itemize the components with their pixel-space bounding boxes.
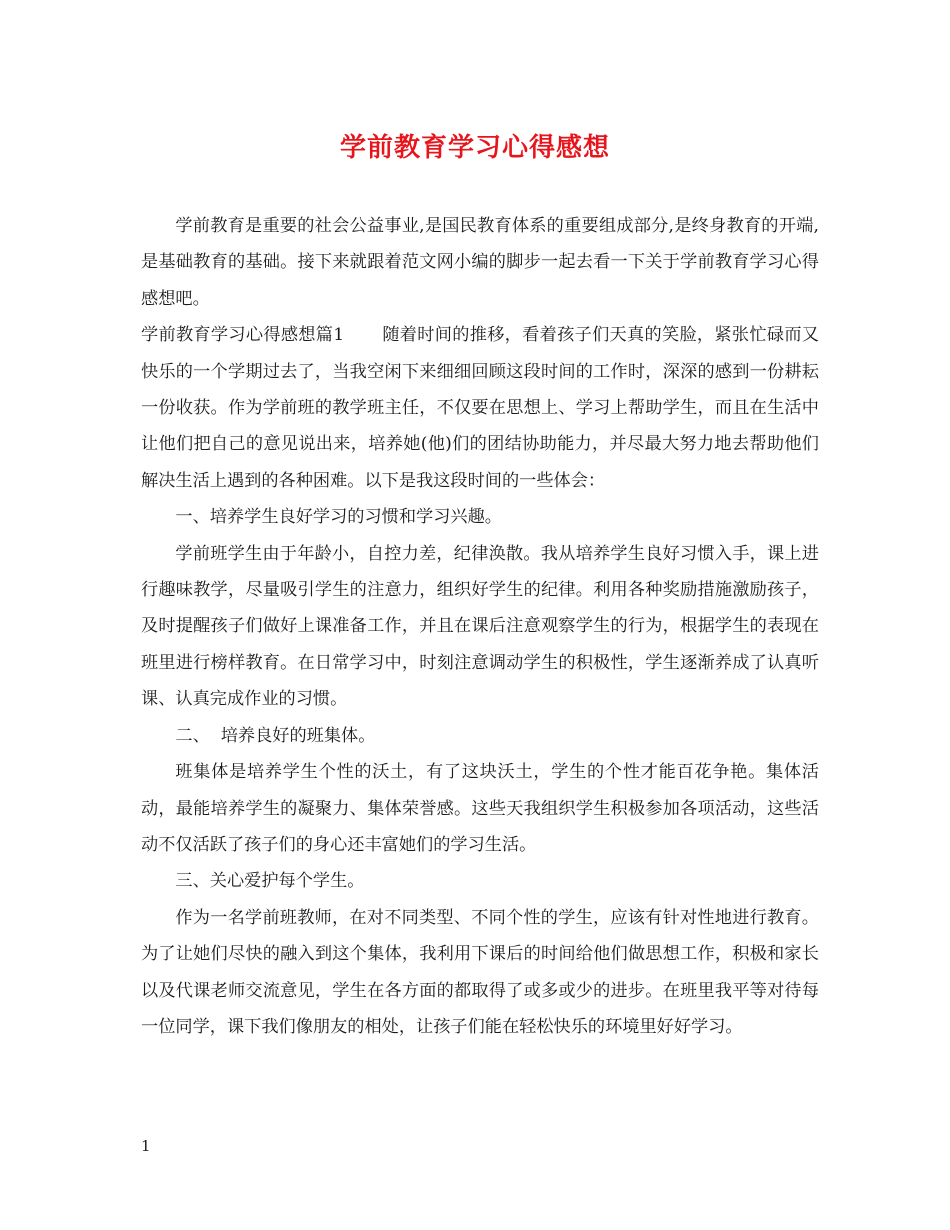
section-1-body: 学前班学生由于年龄小，自控力差，纪律涣散。我从培养学生良好习惯入手，课上进行趣味教学，尽量吸引学生的注意力，组织好学生的纪律。利用各种奖励措施激励孩子，及时提醒孩子们做好上课准备工作，并且在课后注意观察学生的行为，根据学生的表现在班里进行榜样教育。在日常学习中，时刻注意调动学生的积极性，学生逐渐养成了认真听课、认真完成作业的习惯。 xyxy=(141,543,819,710)
section-1-heading: 一、培养学生良好学习的习惯和学习兴趣。 xyxy=(175,507,502,528)
article-lead-paragraph xyxy=(141,317,819,499)
section-3-heading: 三、关心爱护每个学生。 xyxy=(175,871,365,892)
document-body xyxy=(141,208,819,1045)
article-heading: 学前教育学习心得感想篇1 xyxy=(141,325,345,346)
section-2-heading: 二、 培养良好的班集体。 xyxy=(175,725,376,746)
section-3-body: 作为一名学前班教师，在对不同类型、不同个性的学生，应该有针对性地进行教育。为了让她们尽快的融入到这个集体，我利用下课后的时间给他们做思想工作，积极和家长以及代课老师交流意见，学生在各方面的都取得了或多或少的进步。在班里我平等对待每一位同学，课下我们像朋友的相处，让孩子们能在轻松快乐的环境里好好学习。 xyxy=(141,907,819,1037)
page-number: 1 xyxy=(141,1137,151,1155)
document-title: 学前教育学习心得感想 xyxy=(339,133,610,163)
section-2-body: 班集体是培养学生个性的沃土，有了这块沃土，学生的个性才能百花争艳。集体活动，最能培养学生的凝聚力、集体荣誉感。这些天我组织学生积极参加各项活动，这些活动不仅活跃了孩子们的身心还丰富她们的学习生活。 xyxy=(141,762,819,855)
article-lead-text: 随着时间的推移，看着孩子们天真的笑脸，紧张忙碌而又快乐的一个学期过去了，当我空闲下来细细回顾这段时间的工作时，深深的感到一份耕耘一份收获。作为学前班的教学班主任，不仅要在思想上、学习上帮助学生，而且在生活中让他们把自己的意见说出来，培养她(他)们的团结协助能力，并尽最大努力地去帮助他们解决生活上遇到的各种困难。以下是我这段时间的一些体会： xyxy=(141,325,819,491)
intro-paragraph: 学前教育是重要的社会公益事业,是国民教育体系的重要组成部分,是终身教育的开端,是基础教育的基础。接下来就跟着范文网小编的脚步一起去看一下关于学前教育学习心得感想吧。 xyxy=(141,216,819,309)
